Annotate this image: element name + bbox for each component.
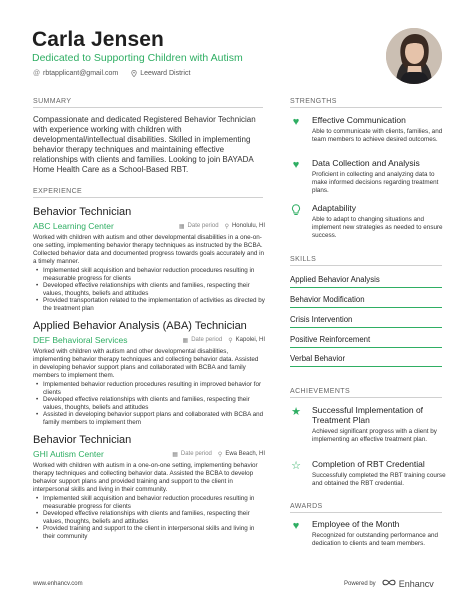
skill-underline: [290, 307, 442, 308]
summary-heading: SUMMARY: [33, 98, 72, 105]
job-description: Worked with children with autism and other developmental disabilities in a one-on-one setting, implementing behavior therapy techniques as instructed by the BCBA. Collected behavior data and documented progress towards goals accurately and in a timely manner.: [33, 234, 265, 265]
candidate-name: Carla Jensen: [32, 28, 164, 51]
heart-icon: ♥: [292, 520, 300, 532]
job-title: Applied Behavior Analysis (ABA) Technician: [33, 320, 247, 332]
achievements-heading: ACHIEVEMENTS: [290, 388, 351, 395]
job-description: Worked with children with autism and other developmental disabilities, implementing behavior therapy techniques and collecting behavior data. Assisted in developing behavior support plans and collaborated with BCBA and family members to implement them.: [33, 348, 259, 379]
location-pin-icon: ⚲: [224, 223, 229, 230]
list-item: • Provided training and support to the client in interpersonal skills and living in their community: [33, 525, 265, 540]
strength-item: [290, 115, 450, 144]
strength-description: Proficient in collecting and analyzing data to make informed decisions regarding treatment plans.: [312, 171, 439, 194]
strengths-heading: STRENGTHS: [290, 98, 337, 105]
skills-heading: SKILLS: [290, 256, 317, 263]
skill-item: Verbal Behavior: [290, 354, 346, 363]
job-location: ⚲ Ewa Beach, HI: [217, 451, 265, 458]
achievement-item: [290, 459, 450, 488]
avatar: [386, 28, 442, 84]
calendar-icon: ▦: [178, 223, 185, 230]
achievement-description: Successfully completed the RBT training course and obtained the RBT credential.: [312, 472, 446, 487]
strengths-divider: [290, 107, 442, 108]
list-item: • Developed effective relationships with clients and families, respecting their values, thoughts, beliefs and attitudes: [33, 282, 265, 297]
awards-heading: AWARDS: [290, 503, 323, 510]
achievement-title: Completion of RBT Credential: [312, 459, 425, 469]
company-name: GHI Autism Center: [33, 449, 104, 459]
award-title: Employee of the Month: [312, 519, 400, 529]
heart-icon: ♥: [292, 116, 300, 128]
calendar-icon: ▦: [182, 337, 189, 344]
skill-underline: [290, 347, 442, 348]
list-item: • Developed effective relationships with clients and families, respecting their values, thoughts, beliefs and attitudes: [33, 396, 265, 411]
award-item: [290, 519, 450, 548]
strength-title: Adaptability: [312, 203, 356, 213]
job-title: Behavior Technician: [33, 434, 132, 446]
skill-underline: [290, 287, 442, 288]
job-location: ⚲ Honolulu, HI: [224, 223, 265, 230]
experience-divider: [33, 197, 263, 198]
experience-heading: EXPERIENCE: [33, 188, 83, 195]
footer-site-link[interactable]: www.enhancv.com: [33, 581, 83, 587]
summary-divider: [33, 107, 263, 108]
skill-underline: [290, 366, 442, 367]
job-entry: [33, 320, 265, 427]
summary-text: Compassionate and dedicated Registered Behavior Technician with experience working with children with developmental/intellectual disabilities. Skilled in implementing behavior therapy techniques and maintaining effective relationships with clients and families. Looking to join BAYADA Home Health Care as a School-Based RBT.: [33, 115, 256, 174]
list-item: • Implemented skill acquisition and behavior reduction procedures resulting in measurable progress for clients: [33, 495, 265, 510]
list-item: • Implemented skill acquisition and behavior reduction procedures resulting in measurable progress for clients: [33, 267, 265, 282]
achievement-description: Achieved significant progress with a client by implementing an effective treatment plan.: [312, 428, 437, 443]
awards-divider: [290, 512, 442, 513]
job-location: ⚲ Kapolei, HI: [228, 337, 265, 344]
skill-underline: [290, 327, 442, 328]
strength-item: [290, 203, 450, 240]
candidate-tagline: Dedicated to Supporting Children with Autism: [32, 52, 243, 64]
location-pin-icon: [130, 70, 137, 77]
skill-item: Positive Reinforcement: [290, 335, 371, 344]
star-outline-icon: ☆: [291, 460, 301, 472]
job-title: Behavior Technician: [33, 206, 132, 218]
strength-title: Data Collection and Analysis: [312, 158, 420, 168]
job-bullets: [33, 381, 265, 427]
powered-by-text: Powered by: [344, 580, 376, 587]
job-entry: [33, 206, 265, 313]
star-icon: ★: [291, 406, 301, 418]
contact-email[interactable]: [33, 70, 118, 77]
location-text: Leeward District: [140, 70, 191, 77]
job-date: ▦ Date period: [172, 451, 212, 458]
contact-location: [130, 70, 190, 77]
list-item: • Developed effective relationships with clients and families, respecting their values, thoughts, beliefs and attitudes: [33, 510, 265, 525]
job-description: Worked with children with autism in a one-on-one setting, implementing behavior therapy techniques and collecting behavior data. Assisted the BCBA to develop behavior support plans and provided training and support to the client in interpersonal skills and living in their community.: [33, 462, 258, 493]
brand-logo[interactable]: [382, 578, 434, 589]
skills-divider: [290, 265, 442, 266]
location-pin-icon: ⚲: [228, 337, 233, 344]
job-entry: [33, 434, 265, 541]
job-date: ▦ Date period: [182, 337, 223, 344]
strength-title: Effective Communication: [312, 115, 406, 125]
at-icon: @: [33, 70, 41, 77]
strength-description: Able to adapt to changing situations and implement new strategies as needed to ensure success.: [312, 216, 443, 239]
award-description: Recognized for outstanding performance and dedication to clients and team members.: [312, 532, 439, 547]
job-bullets: [33, 267, 265, 313]
location-pin-icon: ⚲: [217, 451, 223, 458]
company-name: DEF Behavioral Services: [33, 335, 128, 345]
lightbulb-icon: [290, 204, 302, 216]
list-item: • Assisted in developing behavior support plans and collaborated with BCBA and family members to implement them: [33, 411, 265, 426]
achievement-item: [290, 405, 450, 444]
list-item: • Implemented behavior reduction procedures resulting in improved behavior for clients: [33, 381, 265, 396]
calendar-icon: ▦: [172, 451, 178, 458]
strength-item: [290, 158, 450, 195]
heart-icon: ♥: [292, 159, 300, 171]
skill-item: Crisis Intervention: [290, 315, 353, 324]
achievement-title: Successful Implementation of Treatment Plan: [312, 405, 424, 425]
skill-item: Applied Behavior Analysis: [290, 275, 380, 284]
achievements-divider: [290, 397, 442, 398]
list-item: • Provided transportation related to the implementation of activities as directed by the treatment plan: [33, 297, 265, 312]
job-date: ▦ Date period: [178, 223, 219, 230]
job-bullets: [33, 495, 265, 541]
contact-row: [33, 70, 190, 77]
company-name: ABC Learning Center: [33, 221, 114, 231]
strength-description: Able to communicate with clients, families, and team members to achieve desired outcomes.: [312, 128, 443, 143]
enhancv-logo-icon: [382, 578, 396, 589]
footer-powered: [344, 578, 434, 589]
skill-item: Behavior Modification: [290, 295, 365, 304]
brand-name: Enhancv: [398, 578, 434, 589]
email-text: rbtapplicant@gmail.com: [43, 70, 119, 77]
